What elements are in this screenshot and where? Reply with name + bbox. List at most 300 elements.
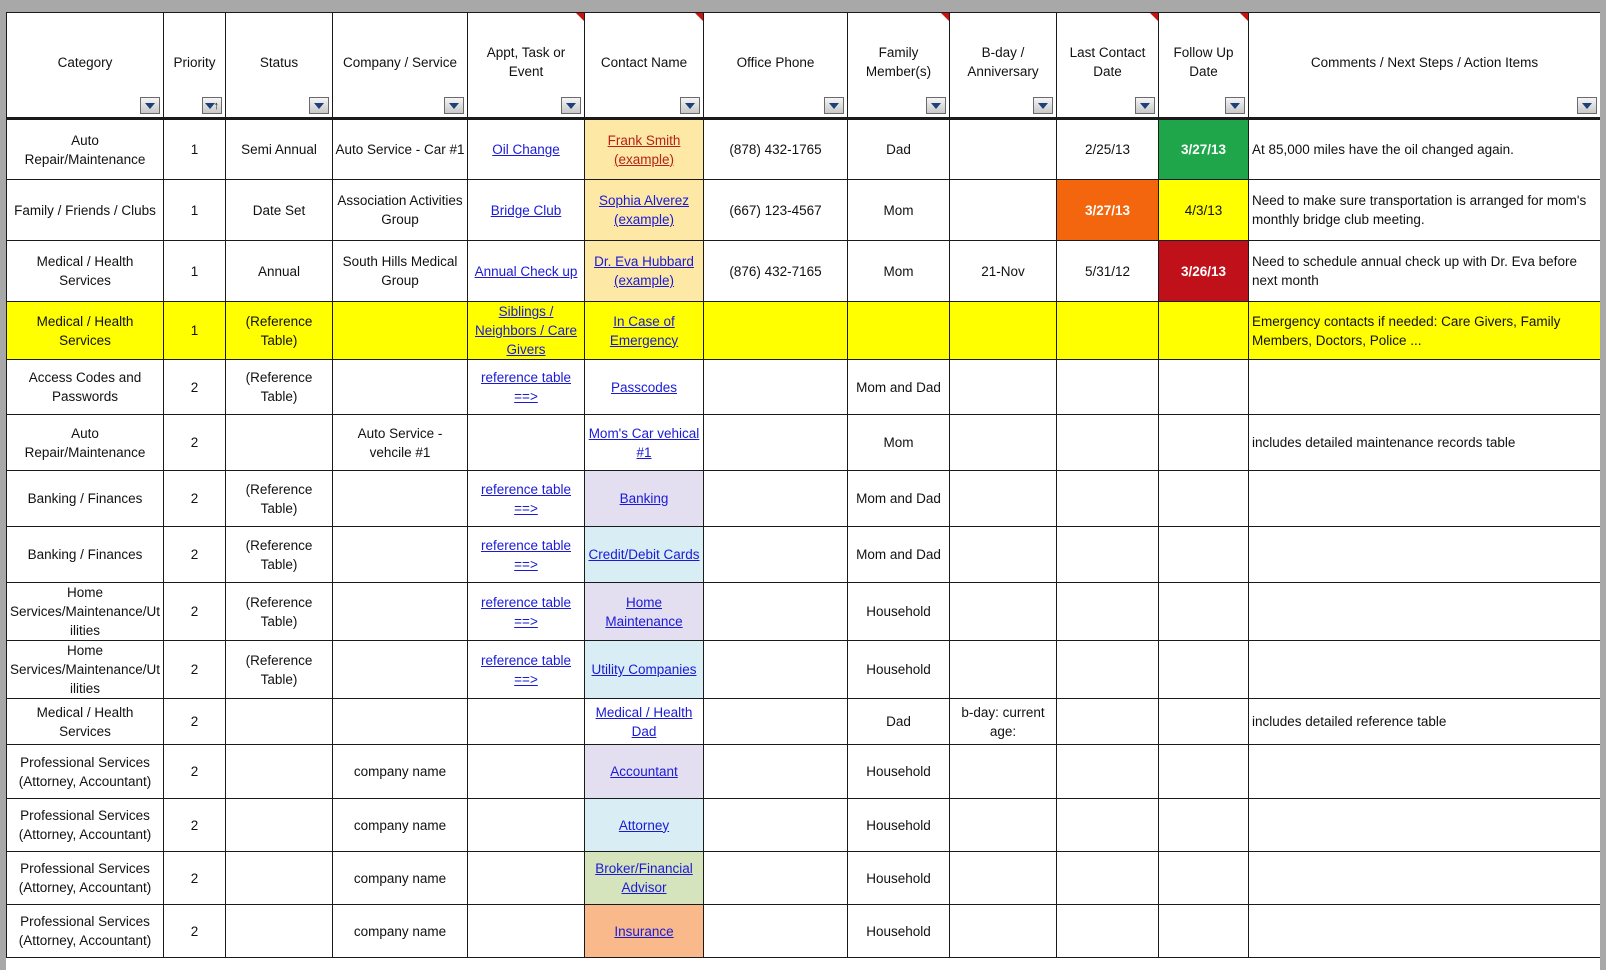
contact-cell-link[interactable]: In Case of Emergency	[609, 313, 679, 348]
header-follow-up[interactable]	[1159, 13, 1249, 119]
category-cell-text: Professional Services (Attorney, Accountant)	[18, 914, 152, 948]
company-cell[interactable]	[333, 360, 468, 415]
header-label: Status	[259, 54, 299, 70]
status-cell-text: (Reference Table)	[245, 313, 313, 348]
header-phone[interactable]	[704, 13, 848, 119]
appt-cell[interactable]	[468, 641, 585, 699]
appt-cell[interactable]	[468, 527, 585, 583]
category-cell[interactable]	[7, 905, 164, 958]
status-cell-text: (Reference Table)	[245, 652, 313, 687]
bday-cell[interactable]	[950, 852, 1057, 905]
family-cell[interactable]	[848, 745, 950, 799]
company-cell[interactable]	[333, 119, 468, 180]
table-row	[7, 415, 1601, 471]
status-cell[interactable]	[226, 119, 333, 180]
priority-cell[interactable]	[164, 119, 226, 180]
phone-cell[interactable]	[704, 241, 848, 302]
follow-up-cell[interactable]	[1159, 745, 1249, 799]
appt-cell-link[interactable]: reference table ==>	[480, 652, 572, 687]
filter-dropdown-icon[interactable]	[561, 97, 581, 114]
status-cell[interactable]	[226, 302, 333, 360]
company-cell-text: Association Activities Group	[337, 193, 463, 227]
company-cell[interactable]	[333, 302, 468, 360]
contact-cell[interactable]	[585, 905, 704, 958]
follow-up-cell[interactable]	[1159, 302, 1249, 360]
comments-cell-text: Emergency contacts if needed: Care Givers, Family Members, Doctors, Police ...	[1252, 313, 1561, 348]
follow-up-cell-text: 3/26/13	[1180, 263, 1227, 279]
contact-cell-link[interactable]: Passcodes	[610, 379, 678, 395]
bday-cell[interactable]	[950, 415, 1057, 471]
category-cell[interactable]	[7, 302, 164, 360]
filter-dropdown-icon[interactable]	[1033, 97, 1053, 114]
family-cell-text: Dad	[886, 714, 911, 729]
phone-cell[interactable]	[704, 471, 848, 527]
filter-dropdown-icon[interactable]	[926, 97, 946, 114]
comments-cell[interactable]	[1249, 527, 1601, 583]
company-cell[interactable]	[333, 471, 468, 527]
comments-cell[interactable]	[1249, 471, 1601, 527]
contact-cell-link[interactable]: Broker/Financial Advisor	[595, 861, 693, 895]
status-cell[interactable]	[226, 415, 333, 471]
priority-cell[interactable]	[164, 180, 226, 241]
follow-up-cell[interactable]	[1159, 852, 1249, 905]
last-contact-cell-text: 3/27/13	[1084, 202, 1131, 218]
contact-cell-link[interactable]: Sophia Alverez (example)	[598, 193, 690, 227]
phone-cell[interactable]	[704, 699, 848, 745]
appt-cell[interactable]	[468, 852, 585, 905]
table-row	[7, 799, 1601, 852]
priority-cell-text: 2	[190, 817, 199, 833]
category-cell[interactable]	[7, 583, 164, 641]
contact-cell-link[interactable]: Utility Companies	[591, 662, 697, 677]
comments-cell[interactable]	[1249, 699, 1601, 745]
last-contact-cell[interactable]	[1057, 745, 1159, 799]
table-row	[7, 527, 1601, 583]
status-cell-text: (Reference Table)	[245, 594, 313, 629]
family-cell[interactable]	[848, 360, 950, 415]
contact-cell-link[interactable]: Accountant	[610, 764, 678, 779]
company-cell-text: South Hills Medical Group	[342, 254, 458, 288]
company-cell[interactable]	[333, 905, 468, 958]
status-cell-text: Date Set	[252, 202, 306, 218]
category-cell[interactable]	[7, 241, 164, 302]
comment-indicator-icon	[576, 13, 584, 21]
category-cell[interactable]	[7, 360, 164, 415]
status-cell[interactable]	[226, 241, 333, 302]
family-cell[interactable]	[848, 180, 950, 241]
appt-cell-link[interactable]: Bridge Club	[490, 202, 562, 218]
header-label: Appt, Task or Event	[486, 45, 566, 79]
company-cell[interactable]	[333, 241, 468, 302]
contact-cell-link[interactable]: Banking	[619, 491, 669, 506]
category-cell-text: Professional Services (Attorney, Accountant)	[18, 754, 152, 789]
priority-cell-text: 2	[190, 435, 199, 450]
contact-cell[interactable]	[585, 745, 704, 799]
follow-up-cell-text: 4/3/13	[1184, 202, 1223, 218]
family-cell[interactable]	[848, 799, 950, 852]
appt-cell-link[interactable]: Siblings / Neighbors / Care Givers	[474, 304, 578, 357]
contact-cell-link[interactable]: Attorney	[618, 817, 670, 833]
follow-up-cell[interactable]	[1159, 360, 1249, 415]
contact-cell[interactable]	[585, 241, 704, 302]
last-contact-cell[interactable]	[1057, 852, 1159, 905]
category-cell-text: Access Codes and Passwords	[28, 370, 142, 404]
contact-cell-link[interactable]: Mom's Car vehical #1	[588, 425, 700, 460]
appt-cell[interactable]	[468, 905, 585, 958]
appt-cell-link[interactable]: reference table ==>	[480, 594, 572, 629]
comments-cell[interactable]	[1249, 799, 1601, 852]
bday-cell[interactable]	[950, 360, 1057, 415]
category-cell-text: Professional Services (Attorney, Accountant)	[18, 808, 152, 842]
header-status[interactable]	[226, 13, 333, 119]
status-cell[interactable]	[226, 360, 333, 415]
appt-cell-link[interactable]: reference table ==>	[480, 370, 572, 404]
status-cell-text: (Reference Table)	[245, 481, 313, 516]
header-priority[interactable]	[164, 13, 226, 119]
phone-cell[interactable]	[704, 745, 848, 799]
comment-indicator-icon	[941, 13, 949, 21]
follow-up-cell[interactable]	[1159, 241, 1249, 302]
family-cell[interactable]	[848, 302, 950, 360]
priority-cell[interactable]	[164, 302, 226, 360]
priority-cell-text: 2	[190, 662, 199, 677]
priority-cell[interactable]	[164, 527, 226, 583]
family-cell[interactable]	[848, 905, 950, 958]
last-contact-cell[interactable]	[1057, 241, 1159, 302]
follow-up-cell[interactable]	[1159, 641, 1249, 699]
bday-cell[interactable]	[950, 905, 1057, 958]
category-cell-text: Professional Services (Attorney, Accountant)	[18, 861, 152, 895]
category-cell[interactable]	[7, 180, 164, 241]
bday-cell[interactable]	[950, 302, 1057, 360]
company-cell[interactable]	[333, 180, 468, 241]
company-cell[interactable]	[333, 583, 468, 641]
header-contact[interactable]	[585, 13, 704, 119]
priority-cell[interactable]	[164, 241, 226, 302]
appt-cell[interactable]	[468, 241, 585, 302]
phone-cell[interactable]	[704, 302, 848, 360]
company-cell[interactable]	[333, 799, 468, 852]
company-cell[interactable]	[333, 699, 468, 745]
family-cell-text: Household	[866, 604, 931, 619]
company-cell[interactable]	[333, 745, 468, 799]
priority-cell-text: 2	[190, 764, 199, 779]
contact-cell[interactable]	[585, 583, 704, 641]
bday-cell[interactable]	[950, 641, 1057, 699]
company-cell-text: Auto Service - Car #1	[335, 142, 465, 157]
comments-cell[interactable]	[1249, 360, 1601, 415]
contact-cell[interactable]	[585, 471, 704, 527]
bday-cell[interactable]	[950, 527, 1057, 583]
filter-dropdown-icon[interactable]	[824, 97, 844, 114]
family-cell[interactable]	[848, 415, 950, 471]
appt-cell[interactable]	[468, 583, 585, 641]
table-row	[7, 302, 1601, 360]
contact-cell[interactable]	[585, 527, 704, 583]
family-cell[interactable]	[848, 241, 950, 302]
category-cell[interactable]	[7, 641, 164, 699]
bday-cell[interactable]	[950, 180, 1057, 241]
company-cell-text: company name	[353, 870, 447, 886]
family-cell-text: Household	[866, 662, 931, 677]
appt-cell[interactable]	[468, 180, 585, 241]
follow-up-cell[interactable]	[1159, 799, 1249, 852]
filter-dropdown-icon[interactable]	[1577, 97, 1597, 114]
status-cell[interactable]	[226, 699, 333, 745]
header-company[interactable]	[333, 13, 468, 119]
category-cell-text: Home Services/Maintenance/Utilities	[9, 643, 161, 696]
follow-up-cell[interactable]	[1159, 583, 1249, 641]
filter-dropdown-icon[interactable]	[1135, 97, 1155, 114]
last-contact-cell[interactable]	[1057, 699, 1159, 745]
comments-cell[interactable]	[1249, 302, 1601, 360]
appt-cell[interactable]	[468, 799, 585, 852]
family-cell[interactable]	[848, 527, 950, 583]
family-cell-text: Household	[866, 817, 931, 833]
category-cell[interactable]	[7, 415, 164, 471]
comments-cell-text: Need to make sure transportation is arranged for mom's monthly bridge club meeting.	[1252, 193, 1587, 227]
family-cell[interactable]	[848, 119, 950, 180]
follow-up-cell[interactable]	[1159, 905, 1249, 958]
contact-cell[interactable]	[585, 699, 704, 745]
priority-cell-text: 2	[190, 604, 199, 619]
contact-cell[interactable]	[585, 799, 704, 852]
header-label: Last Contact Date	[1069, 45, 1146, 79]
status-cell[interactable]	[226, 583, 333, 641]
comments-cell[interactable]	[1249, 415, 1601, 471]
priority-cell[interactable]	[164, 799, 226, 852]
last-contact-cell-text: 5/31/12	[1084, 263, 1131, 279]
category-cell-text: Medical / Health Services	[36, 313, 134, 348]
comments-cell[interactable]	[1249, 119, 1601, 180]
phone-cell[interactable]	[704, 852, 848, 905]
last-contact-cell[interactable]	[1057, 799, 1159, 852]
phone-cell[interactable]	[704, 583, 848, 641]
category-cell-text: Banking / Finances	[27, 547, 143, 562]
family-cell[interactable]	[848, 471, 950, 527]
last-contact-cell[interactable]	[1057, 302, 1159, 360]
follow-up-cell[interactable]	[1159, 527, 1249, 583]
family-cell[interactable]	[848, 641, 950, 699]
category-cell[interactable]	[7, 699, 164, 745]
status-cell-text: Annual	[257, 263, 301, 279]
priority-cell[interactable]	[164, 699, 226, 745]
status-cell[interactable]	[226, 905, 333, 958]
contact-cell-link[interactable]: Medical / Health Dad	[595, 704, 693, 739]
category-cell[interactable]	[7, 852, 164, 905]
phone-cell[interactable]	[704, 905, 848, 958]
header-family[interactable]	[848, 13, 950, 119]
follow-up-cell[interactable]	[1159, 119, 1249, 180]
company-cell[interactable]	[333, 641, 468, 699]
filter-dropdown-icon[interactable]	[680, 97, 700, 114]
bday-cell[interactable]	[950, 699, 1057, 745]
bday-cell[interactable]	[950, 241, 1057, 302]
contact-cell[interactable]	[585, 360, 704, 415]
last-contact-cell[interactable]	[1057, 527, 1159, 583]
comments-cell[interactable]	[1249, 852, 1601, 905]
appt-cell-link[interactable]: reference table ==>	[480, 481, 572, 516]
category-cell[interactable]	[7, 799, 164, 852]
priority-cell[interactable]	[164, 360, 226, 415]
status-cell[interactable]	[226, 527, 333, 583]
follow-up-cell[interactable]	[1159, 415, 1249, 471]
appt-cell[interactable]	[468, 415, 585, 471]
status-cell[interactable]	[226, 745, 333, 799]
priority-cell-text: 2	[190, 923, 199, 939]
last-contact-cell[interactable]	[1057, 415, 1159, 471]
priority-cell-text: 2	[190, 714, 199, 729]
last-contact-cell[interactable]	[1057, 119, 1159, 180]
appt-cell[interactable]	[468, 745, 585, 799]
priority-cell[interactable]	[164, 415, 226, 471]
phone-cell[interactable]	[704, 415, 848, 471]
family-cell-text: Mom and Dad	[856, 379, 941, 395]
priority-cell-text: 1	[190, 142, 199, 157]
table-row	[7, 905, 1601, 958]
category-cell-text: Family / Friends / Clubs	[14, 202, 156, 218]
follow-up-cell[interactable]	[1159, 699, 1249, 745]
appt-cell[interactable]	[468, 471, 585, 527]
follow-up-cell[interactable]	[1159, 180, 1249, 241]
contact-cell[interactable]	[585, 180, 704, 241]
last-contact-cell[interactable]	[1057, 905, 1159, 958]
family-cell-text: Household	[866, 923, 931, 939]
phone-cell-text: (667) 123-4567	[729, 202, 822, 218]
last-contact-cell[interactable]	[1057, 180, 1159, 241]
header-label: Contact Name	[600, 54, 688, 70]
category-cell[interactable]	[7, 471, 164, 527]
status-cell[interactable]	[226, 180, 333, 241]
family-cell-text: Mom	[883, 435, 914, 450]
contact-cell-link[interactable]: Insurance	[614, 923, 674, 939]
contact-cell-link[interactable]: Dr. Eva Hubbard (example)	[594, 254, 694, 288]
header-last-contact[interactable]	[1057, 13, 1159, 119]
status-cell[interactable]	[226, 799, 333, 852]
priority-cell[interactable]	[164, 745, 226, 799]
company-cell[interactable]	[333, 415, 468, 471]
phone-cell[interactable]	[704, 360, 848, 415]
comments-cell[interactable]	[1249, 583, 1601, 641]
category-cell-text: Auto Repair/Maintenance	[24, 132, 146, 167]
header-appt[interactable]	[468, 13, 585, 119]
phone-cell[interactable]	[704, 799, 848, 852]
appt-cell-link[interactable]: reference table ==>	[480, 537, 572, 572]
family-cell[interactable]	[848, 583, 950, 641]
bday-cell[interactable]	[950, 471, 1057, 527]
contact-cell[interactable]	[585, 302, 704, 360]
comments-cell[interactable]	[1249, 905, 1601, 958]
contact-cell[interactable]	[585, 641, 704, 699]
category-cell[interactable]	[7, 745, 164, 799]
contacts-table	[6, 12, 1600, 958]
appt-cell-link[interactable]: Annual Check up	[474, 263, 578, 279]
company-cell[interactable]	[333, 852, 468, 905]
header-label: Priority	[173, 54, 216, 70]
contact-cell[interactable]	[585, 119, 704, 180]
priority-cell-text: 1	[190, 202, 199, 218]
table-row	[7, 852, 1601, 905]
filter-dropdown-icon[interactable]	[140, 97, 160, 114]
priority-cell[interactable]	[164, 905, 226, 958]
contact-cell[interactable]	[585, 415, 704, 471]
comment-indicator-icon	[1150, 13, 1158, 21]
comment-indicator-icon	[695, 13, 703, 21]
contact-cell-link[interactable]: Home Maintenance	[605, 594, 683, 629]
priority-cell[interactable]	[164, 852, 226, 905]
header-label: Follow Up Date	[1173, 45, 1234, 79]
company-cell-text: Auto Service - vehcile #1	[357, 425, 443, 460]
bday-cell[interactable]	[950, 583, 1057, 641]
phone-cell[interactable]	[704, 119, 848, 180]
company-cell[interactable]	[333, 527, 468, 583]
phone-cell[interactable]	[704, 527, 848, 583]
phone-cell[interactable]	[704, 180, 848, 241]
header-category[interactable]	[7, 13, 164, 119]
category-cell[interactable]	[7, 119, 164, 180]
table-row	[7, 745, 1601, 799]
category-cell-text: Banking / Finances	[27, 491, 143, 506]
follow-up-cell-text: 3/27/13	[1180, 142, 1227, 157]
priority-cell[interactable]	[164, 641, 226, 699]
last-contact-cell[interactable]	[1057, 641, 1159, 699]
bday-cell-text: b-day: current age:	[961, 704, 1045, 739]
contact-cell-link[interactable]: Frank Smith (example)	[607, 132, 681, 167]
spreadsheet	[6, 12, 1600, 970]
last-contact-cell[interactable]	[1057, 583, 1159, 641]
category-cell-text: Medical / Health Services	[36, 704, 134, 739]
filter-dropdown-icon[interactable]	[1225, 97, 1245, 114]
phone-cell[interactable]	[704, 641, 848, 699]
status-cell[interactable]	[226, 641, 333, 699]
last-contact-cell[interactable]	[1057, 471, 1159, 527]
appt-cell[interactable]	[468, 302, 585, 360]
bday-cell[interactable]	[950, 119, 1057, 180]
appt-cell-link[interactable]: Oil Change	[492, 142, 560, 157]
status-cell[interactable]	[226, 852, 333, 905]
filter-dropdown-icon[interactable]	[444, 97, 464, 114]
status-cell[interactable]	[226, 471, 333, 527]
appt-cell[interactable]	[468, 360, 585, 415]
last-contact-cell[interactable]	[1057, 360, 1159, 415]
sort-filter-dropdown-icon[interactable]	[202, 97, 222, 114]
header-bday[interactable]	[950, 13, 1057, 119]
table-row	[7, 699, 1601, 745]
priority-cell[interactable]	[164, 471, 226, 527]
header-label: Comments / Next Steps / Action Items	[1310, 54, 1539, 70]
category-cell[interactable]	[7, 527, 164, 583]
filter-dropdown-icon[interactable]	[309, 97, 329, 114]
bday-cell[interactable]	[950, 745, 1057, 799]
family-cell[interactable]	[848, 699, 950, 745]
comments-cell[interactable]	[1249, 745, 1601, 799]
follow-up-cell[interactable]	[1159, 471, 1249, 527]
comments-cell[interactable]	[1249, 180, 1601, 241]
family-cell[interactable]	[848, 852, 950, 905]
header-label: Office Phone	[736, 54, 815, 70]
bday-cell[interactable]	[950, 799, 1057, 852]
comments-cell[interactable]	[1249, 241, 1601, 302]
appt-cell[interactable]	[468, 119, 585, 180]
header-comments[interactable]	[1249, 13, 1601, 119]
appt-cell[interactable]	[468, 699, 585, 745]
contact-cell-link[interactable]: Credit/Debit Cards	[588, 547, 700, 562]
contact-cell[interactable]	[585, 852, 704, 905]
comments-cell-text: includes detailed maintenance records table	[1252, 435, 1516, 450]
comments-cell-text: includes detailed reference table	[1252, 714, 1447, 729]
priority-cell[interactable]	[164, 583, 226, 641]
comments-cell[interactable]	[1249, 641, 1601, 699]
